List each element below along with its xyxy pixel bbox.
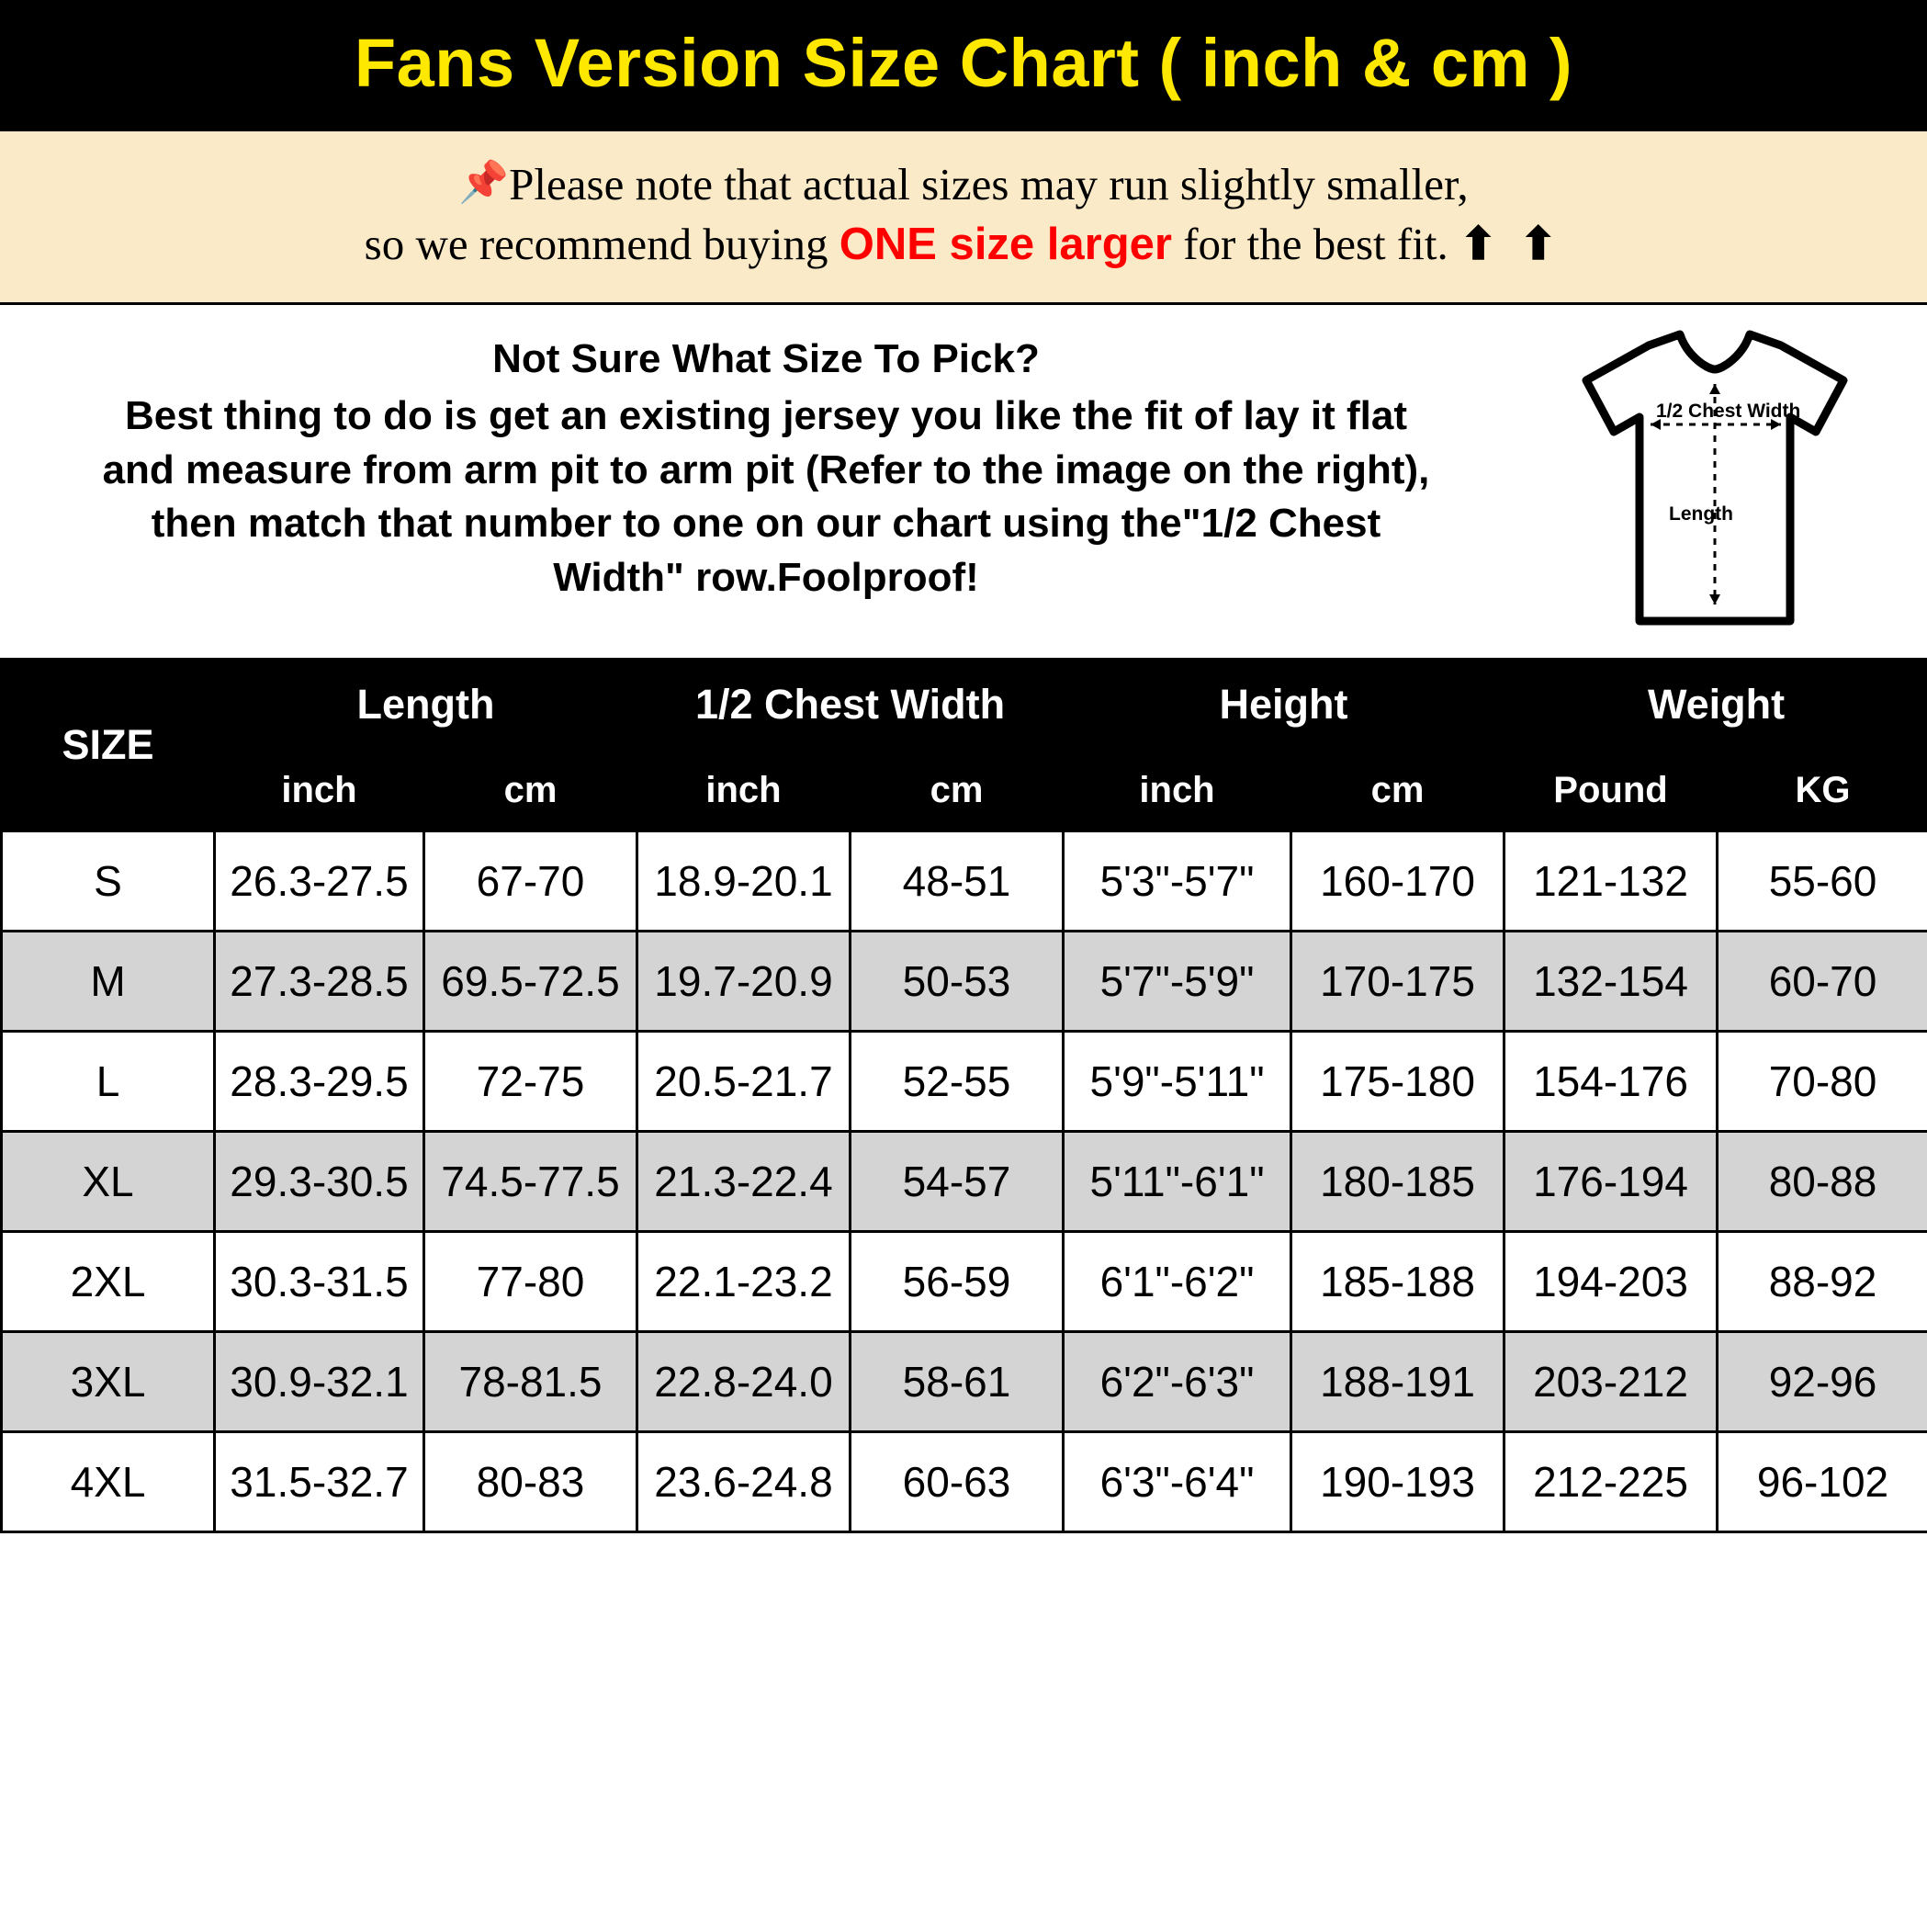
note-banner [0,131,1927,304]
cell-height-inch: 5'9"-5'11" [1064,1031,1291,1131]
table-row [2,1231,1927,1331]
table-group-header-row [2,659,1927,750]
cell-length-cm: 80-83 [424,1431,637,1531]
cell-weight-pound: 194-203 [1504,1231,1718,1331]
cell-chest-cm: 52-55 [851,1031,1064,1131]
cell-weight-pound: 212-225 [1504,1431,1718,1531]
table-row [2,931,1927,1031]
cell-size: 2XL [2,1231,215,1331]
advice-headline: Not Sure What Size To Pick? [492,335,1040,381]
cell-chest-cm: 54-57 [851,1131,1064,1231]
unit-chest-inch: inch [637,750,851,830]
unit-height-cm: cm [1291,750,1504,830]
header-length: Length [215,659,637,750]
cell-chest-cm: 58-61 [851,1331,1064,1431]
cell-length-cm: 77-80 [424,1231,637,1331]
length-label: Length [1669,503,1733,525]
table-row [2,1431,1927,1531]
cell-height-cm: 170-175 [1291,931,1504,1031]
tshirt-diagram [1517,325,1912,641]
cell-height-cm: 175-180 [1291,1031,1504,1131]
arrow-up-icon: ⬆ ⬆ [1459,219,1563,270]
tshirt-icon [1540,329,1889,641]
cell-size: M [2,931,215,1031]
cell-size: 3XL [2,1331,215,1431]
chest-width-label: 1/2 Chest Width [1656,400,1801,422]
table-header [2,659,1927,830]
note-line-1 [37,155,1890,215]
unit-weight-kg: KG [1718,750,1927,830]
cell-weight-pound: 203-212 [1504,1331,1718,1431]
advice-line-4: Width" row.Foolproof! [553,554,979,600]
cell-length-inch: 30.9-32.1 [215,1331,424,1431]
cell-height-cm: 160-170 [1291,830,1504,931]
header-size: SIZE [2,659,215,830]
cell-chest-cm: 60-63 [851,1431,1064,1531]
cell-chest-cm: 56-59 [851,1231,1064,1331]
note-text-1: Please note that actual sizes may run slightly smaller, [509,159,1469,210]
cell-length-inch: 31.5-32.7 [215,1431,424,1531]
table-row [2,830,1927,931]
table-row [2,1331,1927,1431]
cell-height-inch: 6'3"-6'4" [1064,1431,1291,1531]
cell-chest-inch: 22.8-24.0 [637,1331,851,1431]
header-weight: Weight [1504,659,1927,750]
cell-weight-kg: 92-96 [1718,1331,1927,1431]
page-title: Fans Version Size Chart ( inch & cm ) [354,25,1573,101]
cell-length-inch: 26.3-27.5 [215,830,424,931]
unit-height-inch: inch [1064,750,1291,830]
cell-weight-kg: 88-92 [1718,1231,1927,1331]
cell-weight-kg: 60-70 [1718,931,1927,1031]
unit-weight-pound: Pound [1504,750,1718,830]
unit-chest-cm: cm [851,750,1064,830]
title-banner [0,0,1927,131]
cell-height-inch: 5'11"-6'1" [1064,1131,1291,1231]
cell-length-cm: 74.5-77.5 [424,1131,637,1231]
cell-chest-inch: 19.7-20.9 [637,931,851,1031]
advice-line-3: then match that number to one on our chart using the"1/2 Chest [151,501,1381,547]
cell-chest-cm: 50-53 [851,931,1064,1031]
cell-length-inch: 27.3-28.5 [215,931,424,1031]
cell-height-cm: 180-185 [1291,1131,1504,1231]
cell-height-inch: 6'2"-6'3" [1064,1331,1291,1431]
cell-size: L [2,1031,215,1131]
header-height: Height [1064,659,1504,750]
advice-line-1: Best thing to do is get an existing jersey you like the fit of lay it flat [124,393,1407,439]
note-line-2 [37,215,1890,275]
advice-section [0,305,1927,658]
cell-height-cm: 185-188 [1291,1231,1504,1331]
cell-length-inch: 30.3-31.5 [215,1231,424,1331]
note-text-2-after: for the best fit. [1171,219,1448,270]
cell-size: XL [2,1131,215,1231]
cell-chest-inch: 20.5-21.7 [637,1031,851,1131]
pushpin-icon: 📌 [458,160,510,206]
unit-length-cm: cm [424,750,637,830]
cell-weight-pound: 176-194 [1504,1131,1718,1231]
cell-size: S [2,830,215,931]
size-table [0,658,1927,1533]
cell-length-cm: 69.5-72.5 [424,931,637,1031]
cell-weight-pound: 132-154 [1504,931,1718,1031]
advice-line-2: and measure from arm pit to arm pit (Refer to the image on the right), [102,446,1430,492]
cell-chest-inch: 23.6-24.8 [637,1431,851,1531]
note-emphasis: ONE size larger [839,220,1172,270]
header-chest-width: 1/2 Chest Width [637,659,1064,750]
cell-length-cm: 72-75 [424,1031,637,1131]
cell-chest-inch: 22.1-23.2 [637,1231,851,1331]
cell-weight-kg: 96-102 [1718,1431,1927,1531]
cell-height-inch: 5'3"-5'7" [1064,830,1291,931]
cell-weight-pound: 121-132 [1504,830,1718,931]
cell-height-inch: 6'1"-6'2" [1064,1231,1291,1331]
cell-weight-kg: 55-60 [1718,830,1927,931]
cell-weight-kg: 70-80 [1718,1031,1927,1131]
advice-text [15,325,1517,605]
cell-height-inch: 5'7"-5'9" [1064,931,1291,1031]
table-row [2,1031,1927,1131]
table-unit-header-row [2,750,1927,830]
cell-length-inch: 29.3-30.5 [215,1131,424,1231]
table-body [2,830,1927,1531]
cell-chest-cm: 48-51 [851,830,1064,931]
table-row [2,1131,1927,1231]
cell-size: 4XL [2,1431,215,1531]
cell-length-inch: 28.3-29.5 [215,1031,424,1131]
cell-height-cm: 188-191 [1291,1331,1504,1431]
cell-length-cm: 78-81.5 [424,1331,637,1431]
cell-length-cm: 67-70 [424,830,637,931]
note-text-2-before: so we recommend buying [364,219,840,270]
cell-weight-kg: 80-88 [1718,1131,1927,1231]
cell-chest-inch: 18.9-20.1 [637,830,851,931]
cell-weight-pound: 154-176 [1504,1031,1718,1131]
cell-height-cm: 190-193 [1291,1431,1504,1531]
unit-length-inch: inch [215,750,424,830]
cell-chest-inch: 21.3-22.4 [637,1131,851,1231]
